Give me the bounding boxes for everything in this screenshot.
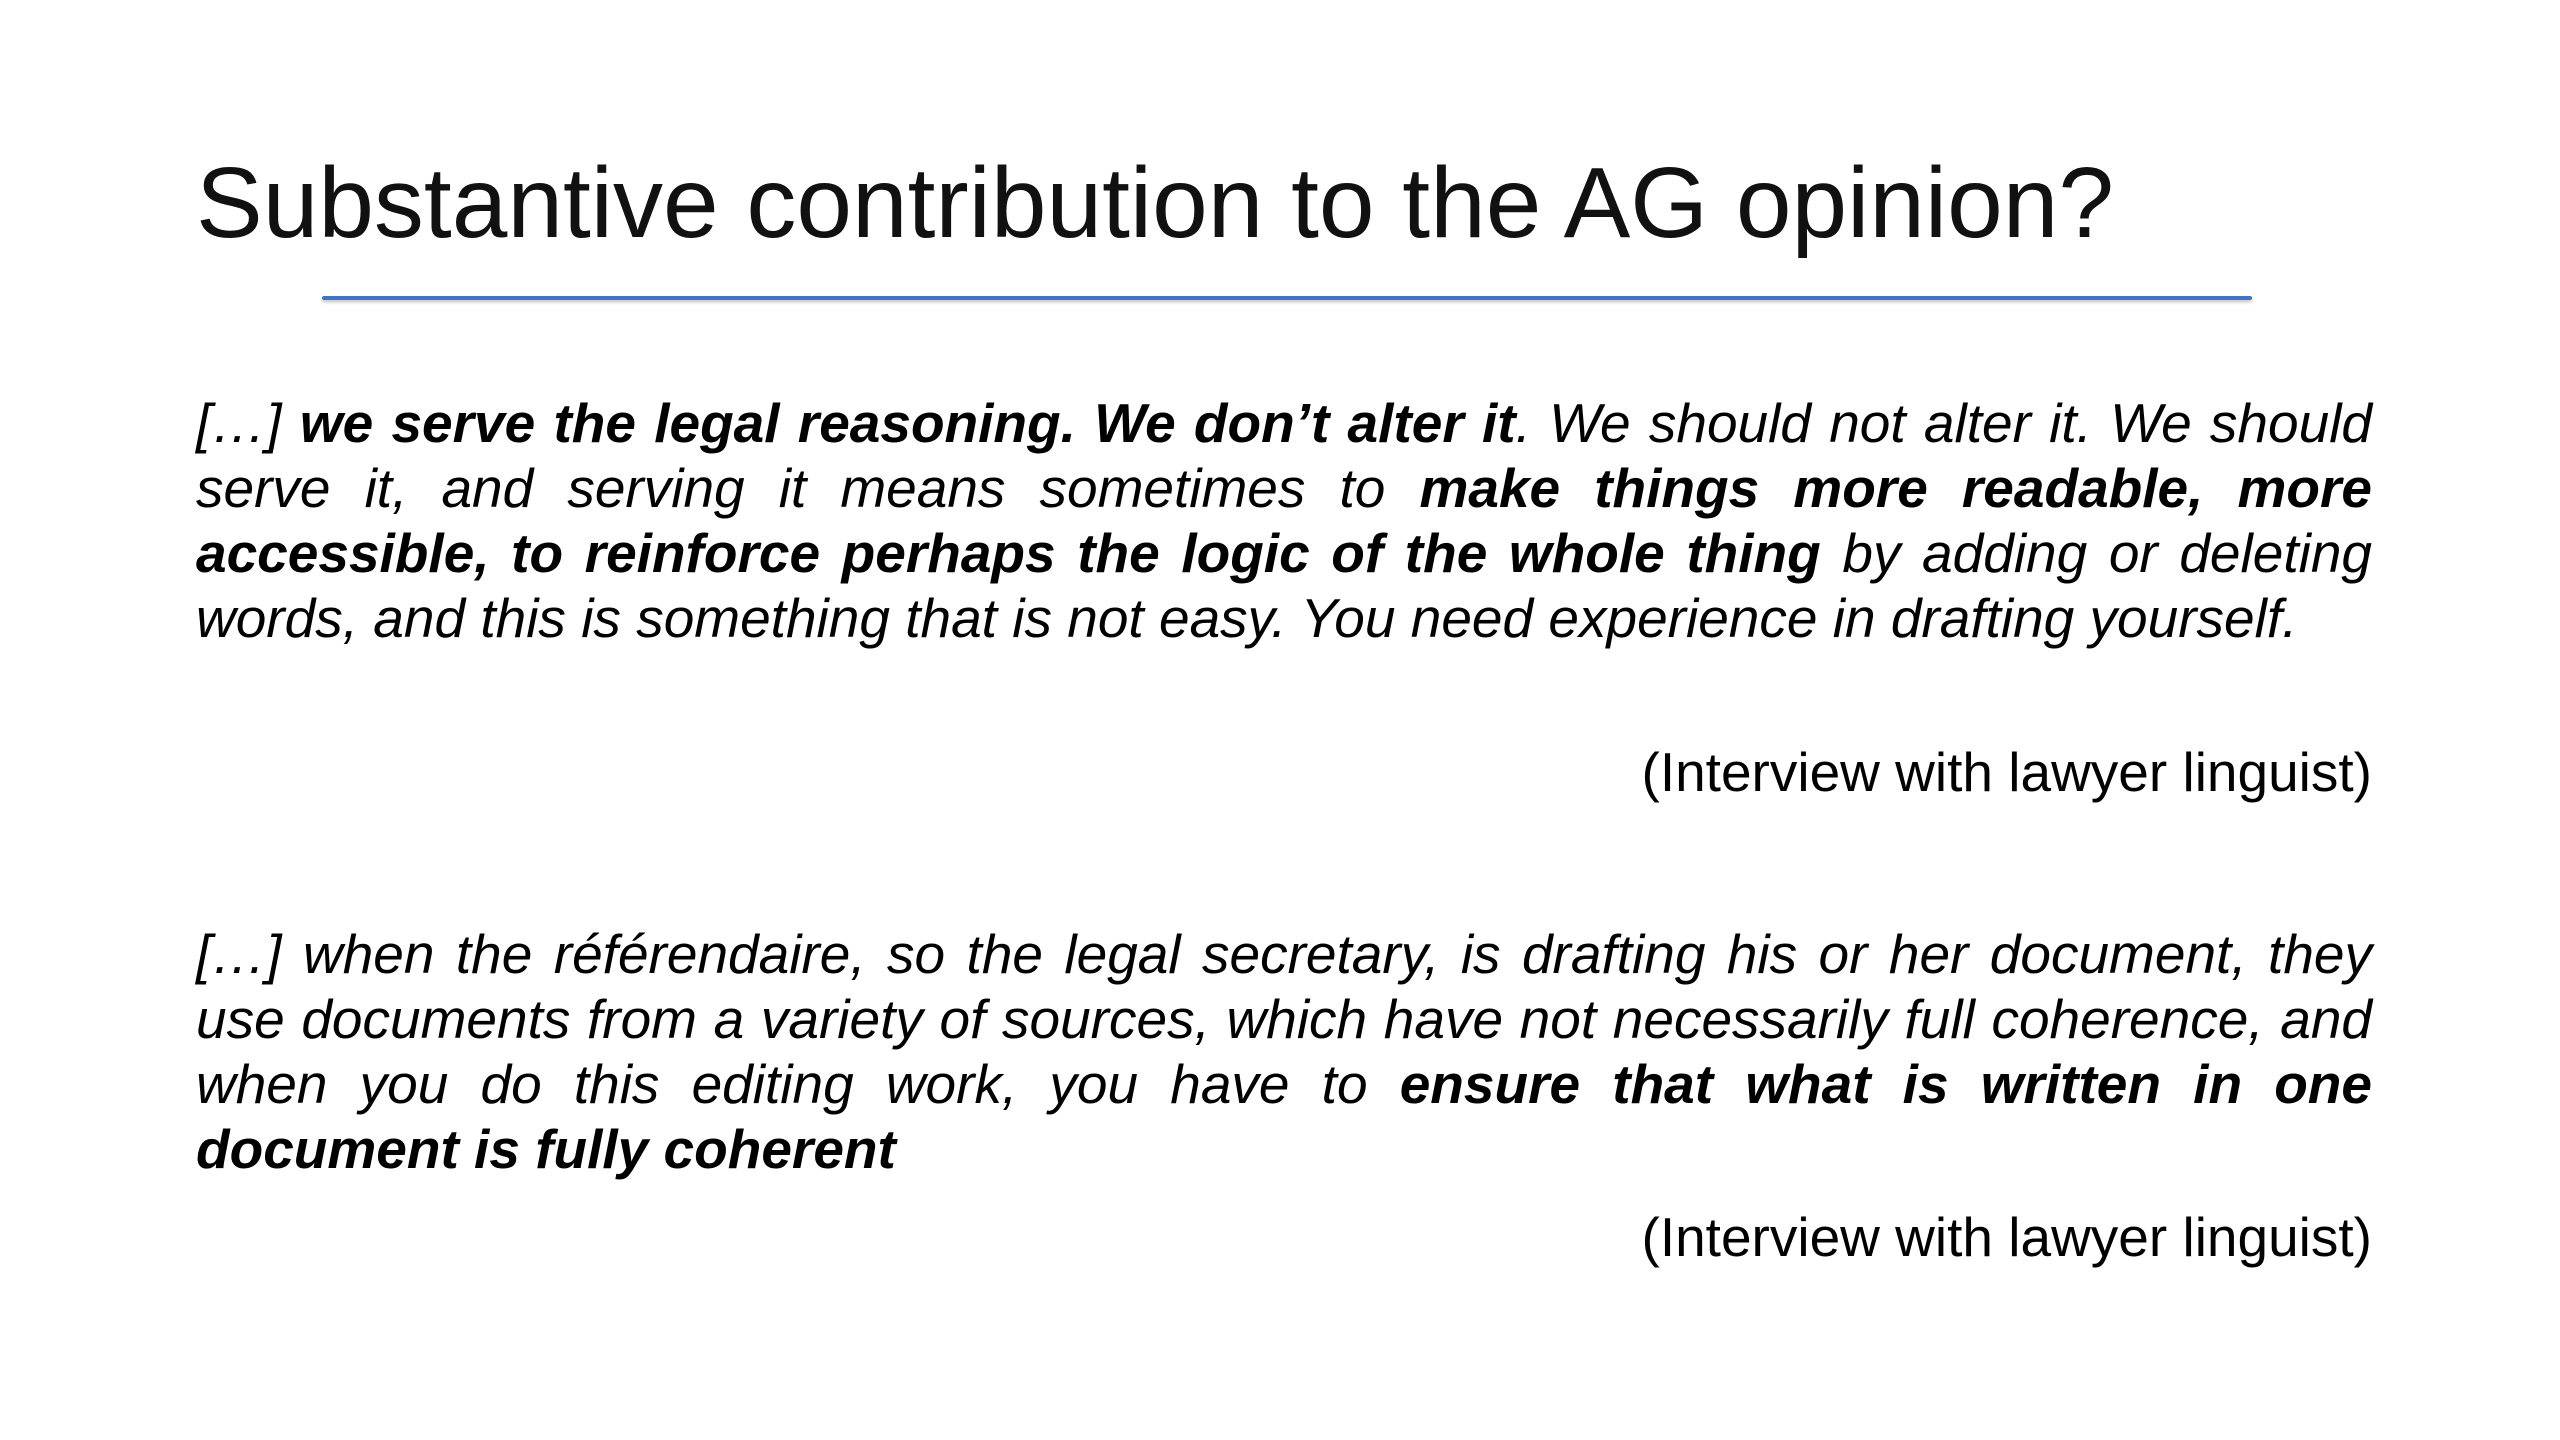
quote-1-segment-5: by adding or deleting words, and this is something that is not easy. You need experience in drafting yourself.: [196, 522, 2372, 649]
quote-2-segment-2: ensure that what is written in one document is fully coherent: [196, 1053, 2372, 1180]
quote-1-segment-1: […]: [196, 392, 300, 454]
quote-1-segment-4: make things more readable, more accessible, to reinforce perhaps the logic of the whole thing: [196, 457, 2372, 584]
quote-1: [196, 391, 2372, 651]
slide-title: Substantive contribution to the AG opinion?: [196, 147, 2114, 259]
quote-1-attribution: (Interview with lawyer linguist): [1641, 741, 2372, 803]
quote-2: [196, 922, 2372, 1182]
quote-1-segment-3: . We should not alter it. We should serve it, and serving it means sometimes to: [196, 392, 2373, 519]
quote-2-attribution: (Interview with lawyer linguist): [1641, 1206, 2372, 1268]
quote-1-segment-2: we serve the legal reasoning. We don’t alter it: [299, 392, 1516, 454]
quote-2-segment-1: […] when the référendaire, so the legal secretary, is drafting his or her document, they use documents from a variety of sources, which have not necessarily full coherence, and when you do this editing work, you have to: [196, 923, 2372, 1115]
title-underline: [322, 296, 2252, 300]
